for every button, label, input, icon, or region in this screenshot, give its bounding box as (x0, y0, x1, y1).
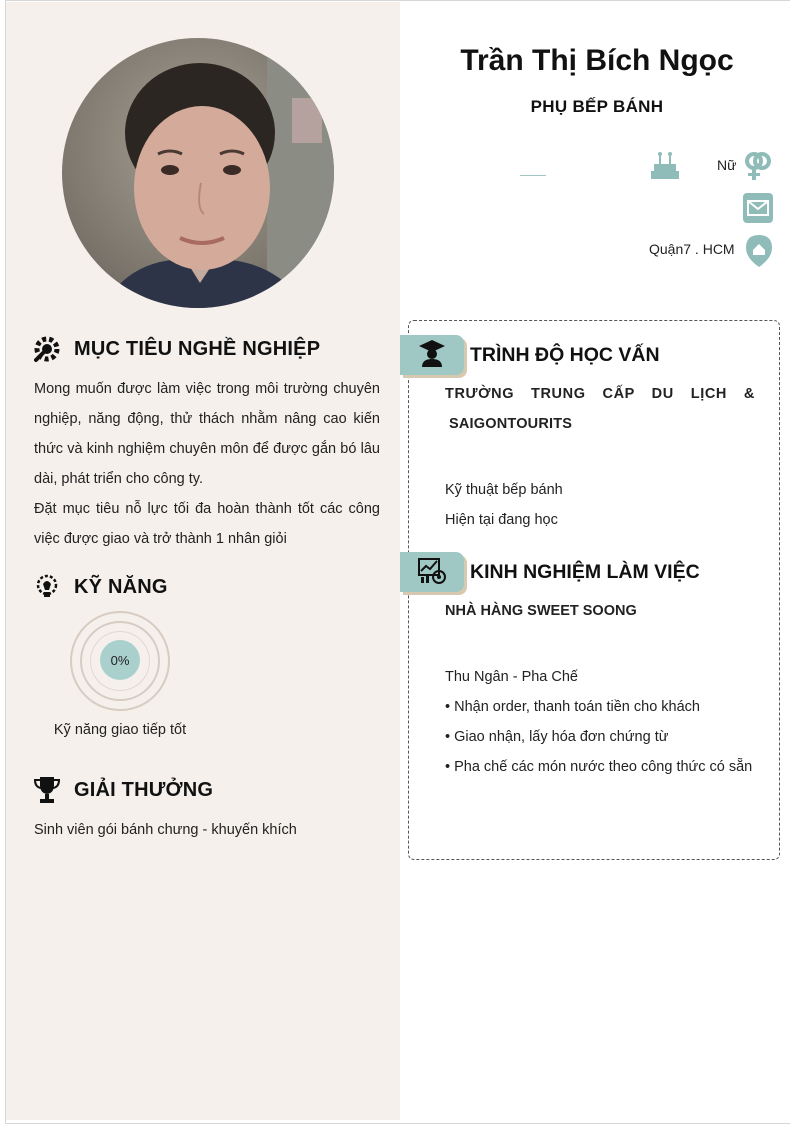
school-name-line-2: SAIGONTOURITS (449, 416, 573, 432)
experience-tab (400, 552, 464, 592)
trophy-icon (32, 775, 62, 805)
education-title: TRÌNH ĐỘ HỌC VẤN (470, 344, 660, 366)
duty-item: • Pha chế các món nước theo công thức có sẵn (445, 759, 753, 775)
duty-item: • Giao nhận, lấy hóa đơn chứng từ (445, 729, 669, 745)
graduate-icon (417, 338, 447, 373)
awards-text: Sinh viên gói bánh chưng - khuyến khích (34, 822, 297, 838)
awards-title: GIẢI THƯỞNG (74, 778, 214, 801)
career-objective-paragraph-2: Đặt mục tiêu nỗ lực tối đa hoàn thành tốt các công việc được giao và trở thành 1 nhân giỏi (34, 501, 380, 547)
duty-item: • Nhận order, thanh toán tiền cho khách (445, 699, 700, 715)
education-major: Kỹ thuật bếp bánh (445, 482, 563, 498)
company-name: NHÀ HÀNG SWEET SOONG (445, 603, 637, 619)
email-icon (743, 193, 773, 223)
career-objective-paragraph-1: Mong muốn được làm việc trong môi trường chuyên nghiệp, năng động, thử thách nhằm nâng cao kiến thức và kinh nghiệm chuyên môn để được gắn bó lâu dài, phát triển cho công ty. (34, 381, 380, 487)
career-objective-title: MỤC TIÊU NGHỀ NGHIỆP (74, 337, 321, 360)
gender-icon (743, 150, 773, 187)
candidate-name: Trần Thị Bích Ngọc (460, 44, 734, 77)
gender-label: Nữ (717, 157, 737, 173)
profile-photo (62, 38, 334, 308)
skill-percent: 0% (110, 652, 130, 668)
phone-placeholder-line (520, 175, 546, 176)
education-tab (400, 335, 464, 375)
address-label: Quận7 . HCM (649, 241, 735, 257)
lightbulb-gear-icon (32, 572, 62, 602)
job-title: PHỤ BẾP BÁNH (530, 97, 664, 116)
location-pin-icon (745, 234, 773, 273)
awards-header (32, 775, 213, 805)
skill-label: Kỹ năng giao tiếp tốt (53, 722, 187, 738)
work-chart-icon (417, 555, 447, 590)
wrench-gear-icon (32, 334, 62, 364)
school-name-line-1: TRƯỜNG TRUNG CẤP DU LỊCH & (445, 386, 755, 402)
skills-title: KỸ NĂNG (74, 575, 168, 598)
skill-percent-badge (100, 640, 140, 680)
birthday-cake-icon (650, 150, 680, 187)
experience-title: KINH NGHIỆM LÀM VIỆC (470, 561, 700, 583)
career-objective-header (32, 334, 320, 364)
job-position: Thu Ngân - Pha Chế (445, 669, 578, 685)
career-objective-text (34, 374, 380, 554)
skills-header (32, 572, 168, 602)
education-status: Hiện tại đang học (445, 512, 558, 528)
